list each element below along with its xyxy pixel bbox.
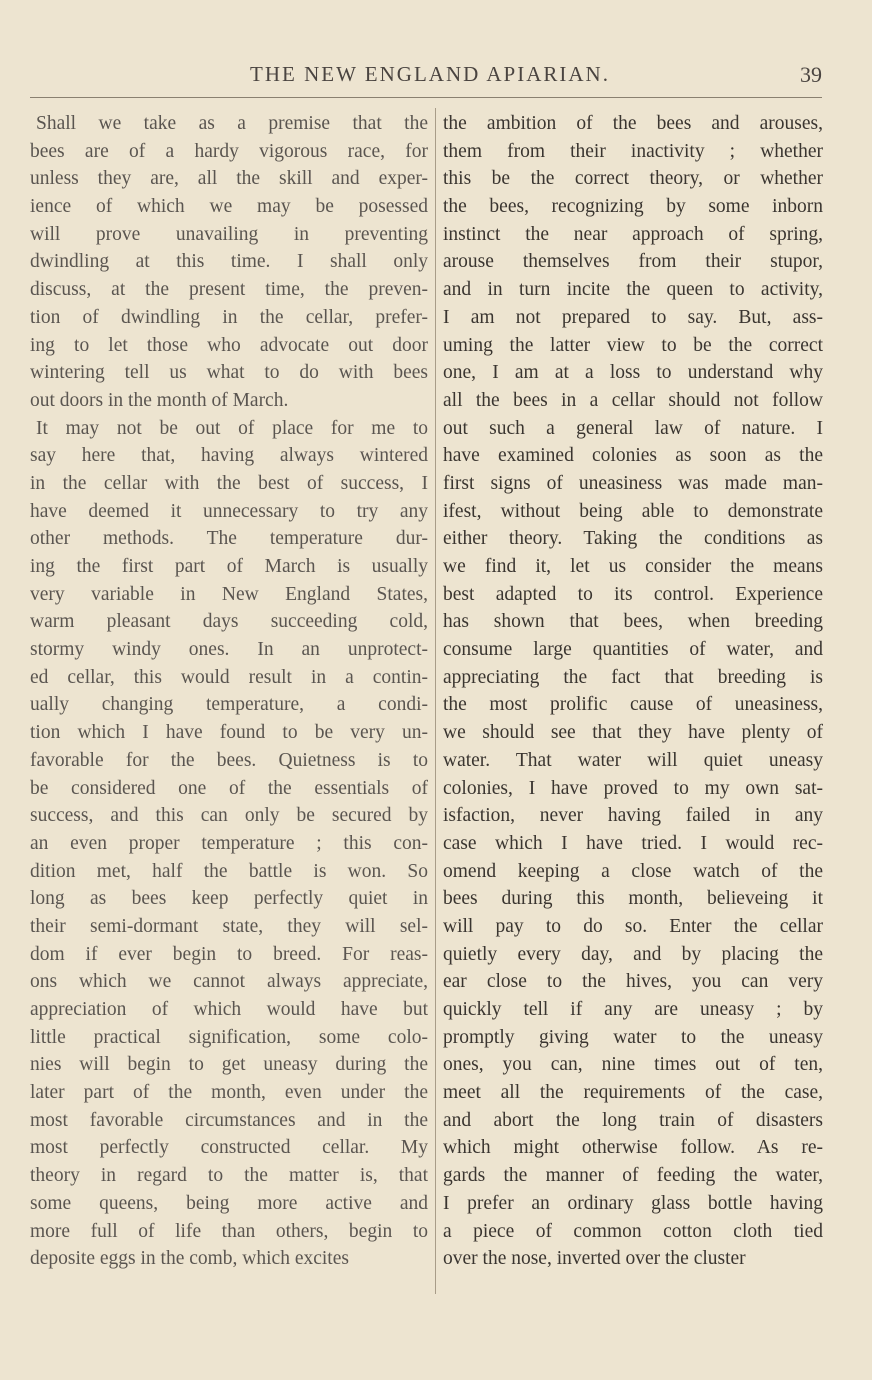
text-line: and abort the long train of disasters xyxy=(443,1109,823,1131)
text-line: long as bees keep perfectly quiet in xyxy=(30,888,428,910)
text-line: ed cellar, this would result in a contin- xyxy=(30,666,428,688)
text-line: tion of dwindling in the cellar, prefer- xyxy=(30,306,428,328)
text-line: ifest, without being able to demonstrate xyxy=(443,500,823,522)
text-line: most perfectly constructed cellar. My xyxy=(30,1137,428,1159)
text-line: quickly tell if any are uneasy ; by xyxy=(443,999,823,1020)
text-line: wintering tell us what to do with bees xyxy=(30,362,428,384)
text-line: stormy windy ones. In an unprotect- xyxy=(30,639,428,661)
running-header xyxy=(30,62,830,92)
text-line: say here that, having always wintered xyxy=(30,445,428,467)
text-line: all the bees in a cellar should not follow xyxy=(443,389,823,411)
text-line: consume large quantities of water, and xyxy=(443,639,823,661)
text-line: ear close to the hives, you can very xyxy=(443,971,823,993)
text-line: this be the correct theory, or whether xyxy=(443,168,823,190)
text-line: theory in regard to the matter is, that xyxy=(30,1165,428,1187)
text-line: discuss, at the present time, the preven- xyxy=(30,279,428,301)
text-line: most favorable circumstances and in the xyxy=(30,1109,428,1131)
text-line: the ambition of the bees and arouses, xyxy=(443,113,823,134)
text-line: other methods. The temperature dur- xyxy=(30,528,428,550)
text-line: out doors in the month of March. xyxy=(30,389,289,411)
text-line: appreciation of which would have but xyxy=(30,999,428,1020)
text-line: I prefer an ordinary glass bottle having xyxy=(443,1192,823,1214)
text-line: I am not prepared to say. But, ass- xyxy=(443,306,823,328)
text-line: more full of life than others, begin to xyxy=(30,1220,428,1242)
text-line: isfaction, never having failed in any xyxy=(443,805,823,827)
text-line: favorable for the bees. Quietness is to xyxy=(30,749,428,771)
text-line: which might otherwise follow. As re- xyxy=(443,1137,823,1159)
text-line: unless they are, all the skill and exper- xyxy=(30,168,428,190)
text-line: omend keeping a close watch of the xyxy=(443,860,823,882)
text-line: success, and this can only be secured by xyxy=(30,805,428,827)
text-line: has shown that bees, when breeding xyxy=(443,611,823,633)
text-line: warm pleasant days succeeding cold, xyxy=(30,611,428,633)
text-line: some queens, being more active and xyxy=(30,1192,428,1214)
text-line: bees are of a hardy vigorous race, for xyxy=(30,140,428,162)
text-line: Shall we take as a premise that the xyxy=(36,113,428,134)
text-line: in the cellar with the best of success, I xyxy=(30,472,428,494)
text-line: quietly every day, and by placing the xyxy=(443,943,823,965)
text-line: will pay to do so. Enter the cellar xyxy=(443,915,823,937)
text-line: nies will begin to get uneasy during the xyxy=(30,1054,428,1076)
text-line: case which I have tried. I would rec- xyxy=(443,832,823,854)
text-line: deposite eggs in the comb, which excites xyxy=(30,1248,349,1270)
text-line: ing the first part of March is usually xyxy=(30,556,428,577)
text-line: little practical signification, some colo- xyxy=(30,1026,428,1048)
header-title: THE NEW ENGLAND APIARIAN. xyxy=(250,62,610,86)
text-line: gards the manner of feeding the water, xyxy=(443,1165,823,1187)
text-line: first signs of uneasiness was made man- xyxy=(443,472,823,494)
text-line: dition met, half the battle is won. So xyxy=(30,860,428,882)
text-line: we should see that they have plenty of xyxy=(443,722,823,744)
text-line: the bees, recognizing by some inborn xyxy=(443,196,823,218)
text-line: and in turn incite the queen to activity, xyxy=(443,279,823,301)
text-line: promptly giving water to the uneasy xyxy=(443,1026,823,1048)
text-line: ually changing temperature, a condi- xyxy=(30,694,428,716)
text-line: ons which we cannot always appreciate, xyxy=(30,971,428,993)
text-line: dom if ever begin to breed. For reas- xyxy=(30,943,428,965)
text-line: ones, you can, nine times out of ten, xyxy=(443,1054,823,1076)
text-line: be considered one of the essentials of xyxy=(30,777,428,799)
text-line: meet all the requirements of the case, xyxy=(443,1082,823,1104)
left-column xyxy=(30,110,428,1273)
text-line: we find it, let us consider the means xyxy=(443,556,823,577)
column-divider xyxy=(435,108,436,1294)
text-line: one, I am at a loss to understand why xyxy=(443,362,823,384)
page-number: 39 xyxy=(800,62,822,87)
text-line: best adapted to its control. Experience xyxy=(443,583,823,605)
text-line: very variable in New England States, xyxy=(30,583,428,605)
text-line: instinct the near approach of spring, xyxy=(443,223,823,245)
text-line: bees during this month, believeing it xyxy=(443,888,823,910)
text-line: the most prolific cause of uneasiness, xyxy=(443,694,823,716)
text-line: later part of the month, even under the xyxy=(30,1082,428,1104)
text-line: have examined colonies as soon as the xyxy=(443,445,823,467)
text-line: either theory. Taking the conditions as xyxy=(443,528,823,550)
text-line: tion which I have found to be very un- xyxy=(30,722,428,744)
text-line: them from their inactivity ; whether xyxy=(443,140,823,162)
text-line: colonies, I have proved to my own sat- xyxy=(443,777,823,799)
text-line: uming the latter view to be the correct xyxy=(443,334,823,356)
text-line: It may not be out of place for me to xyxy=(36,417,428,439)
text-line: an even proper temperature ; this con- xyxy=(30,832,428,854)
text-line: a piece of common cotton cloth tied xyxy=(443,1220,823,1242)
right-column xyxy=(443,110,823,1273)
header-rule xyxy=(30,97,822,98)
text-line: their semi-dormant state, they will sel- xyxy=(30,915,428,937)
text-line: ience of which we may be posessed xyxy=(30,196,428,218)
text-line: over the nose, inverted over the cluster xyxy=(443,1248,746,1270)
text-line: dwindling at this time. I shall only xyxy=(30,251,428,273)
text-line: arouse themselves from their stupor, xyxy=(443,251,823,273)
text-line: will prove unavailing in preventing xyxy=(30,223,428,245)
text-line: have deemed it unnecessary to try any xyxy=(30,500,428,522)
text-line: appreciating the fact that breeding is xyxy=(443,666,823,688)
text-line: out such a general law of nature. I xyxy=(443,417,823,439)
text-line: water. That water will quiet uneasy xyxy=(443,749,823,771)
text-line: ing to let those who advocate out door xyxy=(30,334,428,356)
